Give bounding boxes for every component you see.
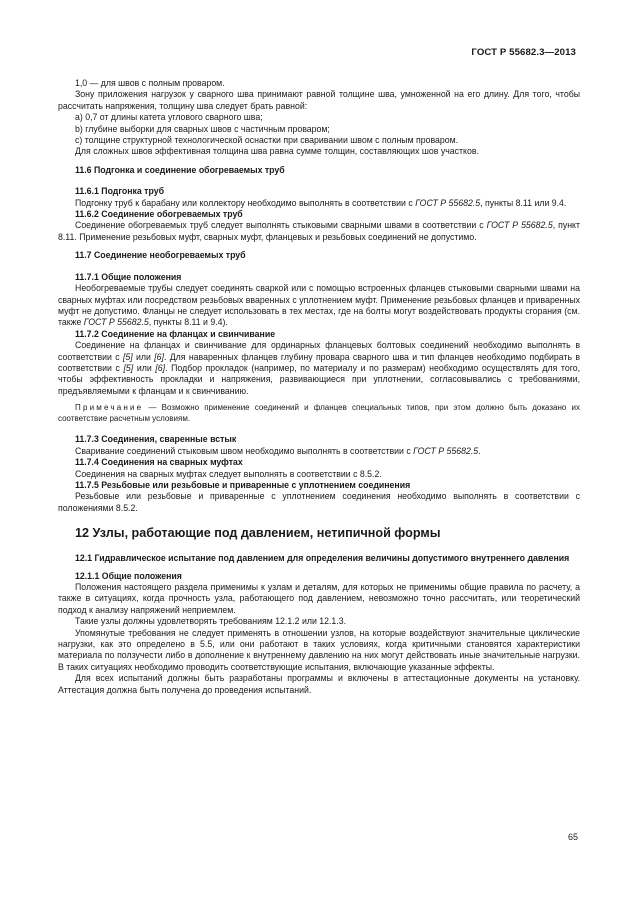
standard-reference: ГОСТ Р 55682.5	[415, 197, 481, 208]
paragraph: Соединение обогреваемых труб следует выполнять стыковыми сварными швами в соответствии с ГОСТ Р 55682.5, пункт 8.11. Применение резьбовых муфт, сварных муфт, фланцевых и резьбовых соединений не допустимо.	[58, 220, 580, 242]
standard-designation: ГОСТ Р 55682.3—2013	[471, 47, 576, 58]
standard-reference: ГОСТ Р 55682.5	[83, 317, 149, 328]
subsection-heading: 11.7.3 Соединения, сваренные встык	[75, 434, 237, 445]
paragraph: Подгонку труб к барабану или коллектору необходимо выполнять в соответствии с ГОСТ Р 55682.5, пункты 8.11 или 9.4.	[75, 197, 567, 208]
bibliography-reference: [5]	[122, 351, 133, 362]
list-item: b) глубине выборки для сварных швов с частичным проваром;	[75, 123, 330, 134]
note: Примечание — Возможно применение соединений и фланцев специальных типов, при этом должно быть доказано их соответствие расчетным условиям.	[58, 403, 580, 423]
paragraph: Положения настоящего раздела применимы к узлам и деталям, для которых не применимы общие правила по расчету, а также в ситуациях, когда прочность узла, работающего под давлением, невозможно точно рассчитать, или теоретический подход к анализу напряжений неприемлем.	[58, 582, 580, 615]
section-heading: 11.7 Соединение необогреваемых труб	[75, 250, 246, 261]
bibliography-reference: [6]	[155, 362, 166, 373]
note-label: Примечание	[75, 403, 144, 413]
subsection-heading: 11.7.1 Общие положения	[75, 271, 182, 282]
list-item: с) толщине структурной технологической оснастки при сваривании швом с полным проваром.	[75, 135, 459, 146]
standard-reference: ГОСТ Р 55682.5	[486, 220, 553, 231]
standard-reference: ГОСТ Р 55682.5	[413, 445, 479, 456]
paragraph: Сваривание соединений стыковым швом необходимо выполнять в соответствии с ГОСТ Р 55682.5.	[75, 445, 481, 456]
subsection-heading: 11.7.4 Соединения на сварных муфтах	[75, 457, 243, 468]
paragraph: Для всех испытаний должны быть разработаны программы и включены в аттестационные документы на установку. Аттестация должна быть получена до проведения испытаний.	[58, 673, 580, 695]
list-item: а) 0,7 от длины катета углового сварного шва;	[75, 112, 263, 123]
chapter-heading: 12 Узлы, работающие под давлением, нетипичной формы	[75, 526, 441, 541]
paragraph: Соединения на сварных муфтах следует выполнять в соответствии с 8.5.2.	[75, 468, 382, 479]
subsection-heading: 11.6.1 Подгонка труб	[75, 186, 164, 197]
paragraph: Зону приложения нагрузок у сварного шва принимают равной толщине шва, умноженной на его длину. Для того, чтобы рассчитать напряжения, толщину шва следует брать равной:	[58, 89, 580, 111]
subsection-heading: 11.6.2 Соединение обогреваемых труб	[75, 209, 243, 220]
bibliography-reference: [6]	[154, 351, 164, 362]
paragraph: Резьбовые или резьбовые и приваренные с уплотнением соединения необходимо выполнять в соответствии с положениями 8.5.2.	[58, 491, 580, 513]
page-number: 65	[567, 832, 578, 842]
paragraph: 1,0 — для швов с полным проваром.	[75, 78, 225, 88]
page-content	[58, 78, 580, 696]
paragraph: Упомянутые требования не следует применять в отношении узлов, на которые воздействуют значительные циклические нагрузки, как это определено в 5.5, или они работают в таких условиях, когда критичными становятся характеристики материала по ползучести либо в дополнение к внутреннему давлению на них могут действовать иные значительные нагрузки. В таких ситуациях необходимо проводить соответствующие испытания, включающие указанные эффекты.	[58, 627, 580, 672]
paragraph: Необогреваемые трубы следует соединять сваркой или с помощью встроенных фланцев стыковыми сварными швами на сварных муфтах или посредством резьбовых вваренных с уплотнением муфт. Применение резьбовых фланцев и приваренных муфт не допустимо. Фланцы не следует использовать в тех местах, где на болты могут воздействовать продукты сгорания (см. также ГОСТ Р 55682.5, пункты 8.11 и 9.4).	[58, 283, 580, 328]
paragraph: Для сложных швов эффективная толщина шва равна сумме толщин, составляющих шов участков.	[75, 146, 479, 157]
section-heading: 11.6 Подгонка и соединение обогреваемых труб	[75, 164, 285, 175]
section-heading: 12.1 Гидравлическое испытание под давлением для определения величины допустимого внутреннего давления	[75, 553, 570, 564]
bibliography-reference: [5]	[123, 362, 134, 373]
subsection-heading: 12.1.1 Общие положения	[75, 570, 182, 581]
paragraph: Соединение на фланцах и свинчивание для ординарных фланцевых болтовых соединений необходимо выполнять в соответствии с [5] или [6]. Для наваренных фланцев глубину провара сварного шва и тип фланцев необходимо подбирать в соответствии с [5] или [6]. Подбор прокладок (например, по материалу и по размерам) необходимо осуществлять для того, чтобы эффективность прокладки и напряжения, развивающиеся при уплотнении, согласовывались с требованиями, предъявляемыми к фланцам и к свинчиванию.	[58, 340, 580, 396]
subsection-heading: 11.7.5 Резьбовые или резьбовые и приваренные с уплотнением соединения	[75, 479, 411, 490]
subsection-heading: 11.7.2 Соединение на фланцах и свинчивание	[75, 328, 276, 339]
paragraph: Такие узлы должны удовлетворять требованиям 12.1.2 или 12.1.3.	[75, 616, 347, 627]
